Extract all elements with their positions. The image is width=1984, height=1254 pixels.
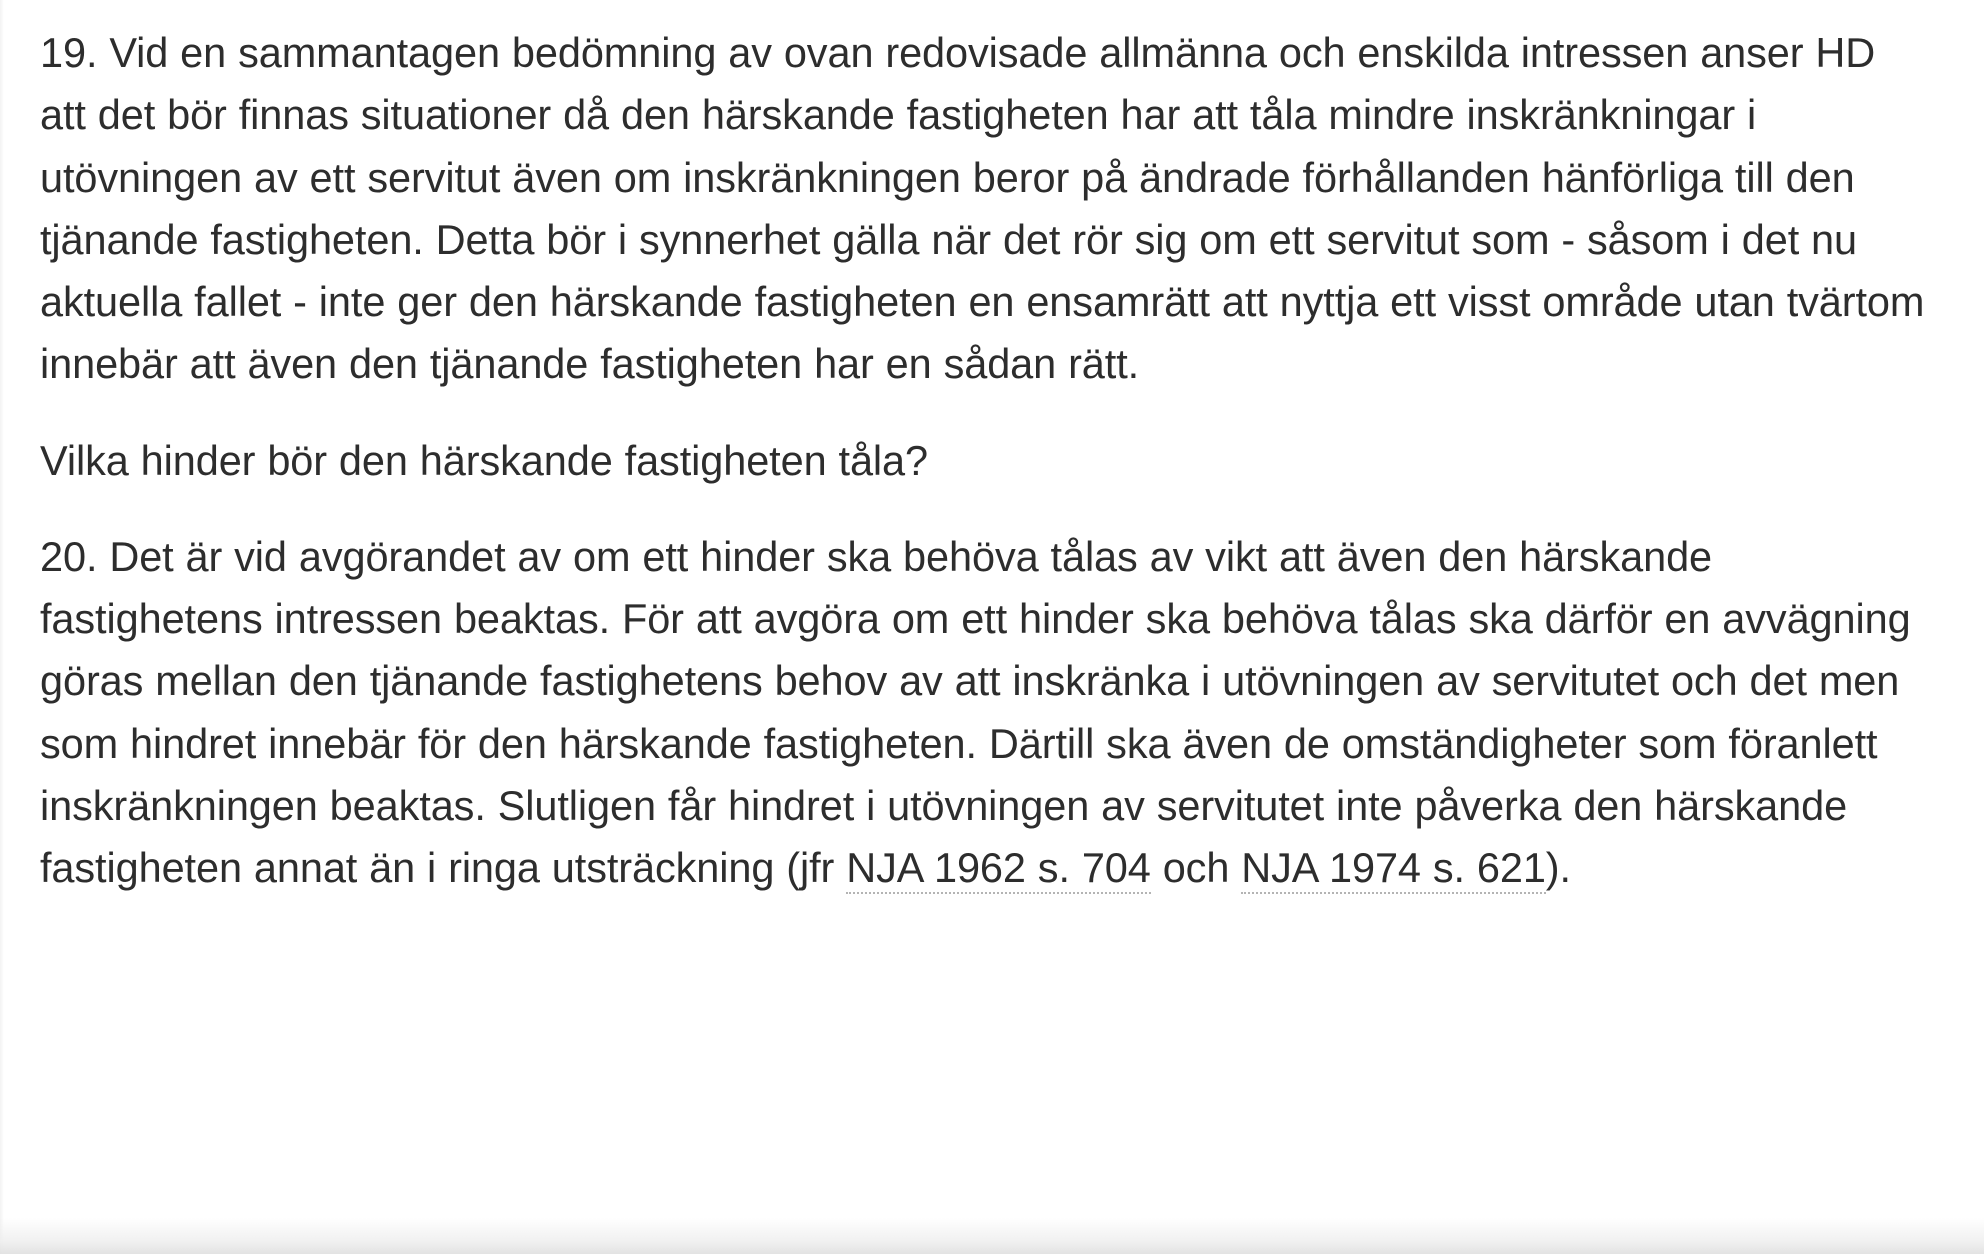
- paragraph-20-conjunction: och: [1150, 844, 1242, 891]
- paragraph-20-text-part-1: 20. Det är vid avgörandet av om ett hinder ska behöva tålas av vikt att även den härskande fastighetens intressen beaktas. För att avgöra om ett hinder ska behöva tålas ska därför en avvägning göras mellan den tjänande fastighetens behov av att inskränka i utövningen av servitutet och det men som hindret innebär för den härskande fastigheten. Därtill ska även de omständigheter som föranlett inskränkningen beaktas. Slutligen får hindret i utövningen av servitutet inte påverka den härskande fastigheten annat än i ringa utsträckning (jfr: [40, 532, 1911, 891]
- paragraph-20-text-part-2: ).: [1545, 844, 1571, 891]
- case-reference-link-nja-1962[interactable]: NJA 1962 s. 704: [846, 844, 1151, 894]
- section-question-heading: Vilka hinder bör den härskande fastigheten tåla?: [40, 436, 928, 484]
- page-left-edge-shadow: [0, 0, 4, 1254]
- paragraph-19: 19. Vid en sammantagen bedömning av ovan redovisade allmänna och enskilda intressen anser HD att det bör finnas situationer då den härskande fastigheten har att tåla mindre inskränkningar i utövningen av ett servitut även om inskränkningen beror på ändrade förhållanden hänförliga till den tjänande fastigheten. Detta bör i synnerhet gälla när det rör sig om ett servitut som - såsom i det nu aktuella fallet - inte ger den härskande fastigheten en ensamrätt att nyttja ett visst område utan tvärtom innebär att även den tjänande fastigheten har en sådan rätt.: [40, 29, 1925, 388]
- page-bottom-fade: [0, 1218, 1984, 1254]
- paragraph-20: [40, 526, 1928, 900]
- case-reference-link-nja-1974[interactable]: NJA 1974 s. 621: [1241, 844, 1546, 894]
